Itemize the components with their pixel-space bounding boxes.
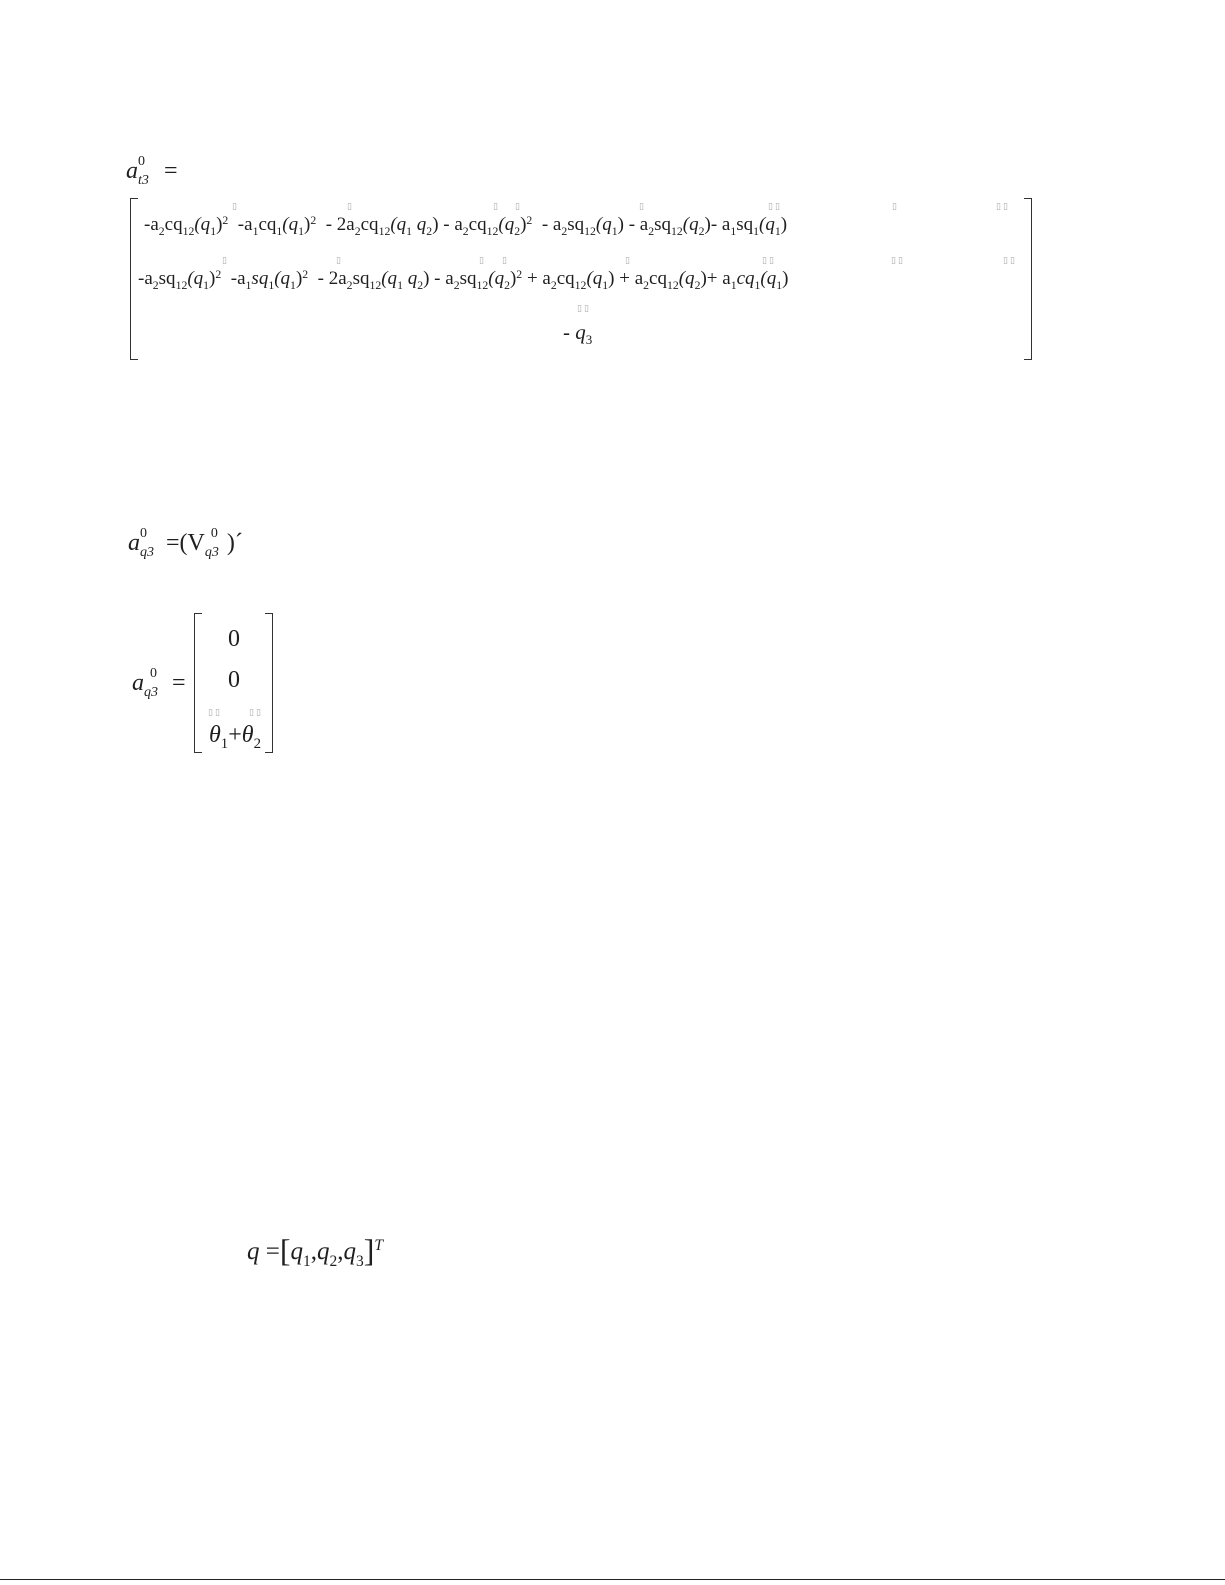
derivative-mark: ▯ <box>775 202 780 212</box>
derivative-mark: ▯ <box>769 256 774 266</box>
derivative-mark: ▯ <box>768 202 773 212</box>
derivative-mark: ▯ <box>208 708 213 718</box>
eq3-cell-2: 0 <box>228 667 240 693</box>
derivative-mark: ▯ <box>1003 256 1008 266</box>
derivative-mark: ▯ <box>222 256 227 266</box>
eq2: a 0 q3 =(V 0 q3 )´ <box>128 526 243 560</box>
derivative-mark: ▯ <box>898 256 903 266</box>
derivative-mark: ▯ <box>625 256 630 266</box>
eq1-lhs-base: a <box>126 158 138 184</box>
eq2-rhs: =(V <box>166 530 205 556</box>
eq1-lhs <box>126 154 178 188</box>
derivative-mark: ▯ <box>256 708 261 718</box>
derivative-mark: ▯ <box>996 202 1001 212</box>
eq3-cell-1: 0 <box>228 626 240 652</box>
derivative-mark: ▯ <box>515 202 520 212</box>
derivative-mark: ▯ <box>892 202 897 212</box>
derivative-mark: ▯ <box>347 202 352 212</box>
eq1-row-3: - $q_3$ <box>563 320 593 348</box>
eq1-lhs-sub: t3 <box>138 173 149 188</box>
derivative-mark: ▯ <box>584 304 589 314</box>
eq1-row-2: $-a_2sq_{12}(q_1)^2$ $-a_1sq_1(q_1)^2 - 2a_2sq_{12}(q_1$ $q_2) - a_2sq_{12}(q_2)^2 + a_2cq_{12}(q_1) + a_2cq_{12}(q_2)+ a_1cq_1(q_1)$ <box>138 267 789 292</box>
eq4: $q =[q_1,q_2,q_3]^T$ <box>247 1232 384 1270</box>
derivative-mark: ▯ <box>1010 256 1015 266</box>
eq1-row-1: $-a_2cq_{12}(q_1)^2$ $-a_1cq_1(q_1)^2 - 2a_2cq_{12}(q_1$ $q_2) - a_2cq_{12}(q_2)^2 - a_2sq_{12}(q_1) - a_2sq_{12}(q_2)-$ $a_1sq_1(q_1)$ <box>144 213 788 238</box>
derivative-mark: ▯ <box>577 304 582 314</box>
eq1-left-bracket <box>130 198 138 360</box>
derivative-mark: ▯ <box>232 202 237 212</box>
eq3-cell-3: $\theta_1+\theta_2$ <box>208 722 261 753</box>
eq1-right-bracket <box>1024 198 1032 360</box>
derivative-mark: ▯ <box>1003 202 1008 212</box>
derivative-mark: ▯ <box>762 256 767 266</box>
derivative-mark: ▯ <box>479 256 484 266</box>
derivative-mark: ▯ <box>639 202 644 212</box>
page-bottom-rule <box>0 1579 1225 1580</box>
eq3-lhs: a 0 q3 = <box>132 666 186 700</box>
derivative-mark: ▯ <box>336 256 341 266</box>
derivative-mark: ▯ <box>493 202 498 212</box>
derivative-mark: ▯ <box>891 256 896 266</box>
derivative-mark: ▯ <box>502 256 507 266</box>
derivative-mark: ▯ <box>249 708 254 718</box>
eq1-equals: = <box>164 158 178 184</box>
eq2-lhs-base: a <box>128 530 140 556</box>
derivative-mark: ▯ <box>215 708 220 718</box>
eq1-lhs-sup: 0 <box>138 154 145 169</box>
